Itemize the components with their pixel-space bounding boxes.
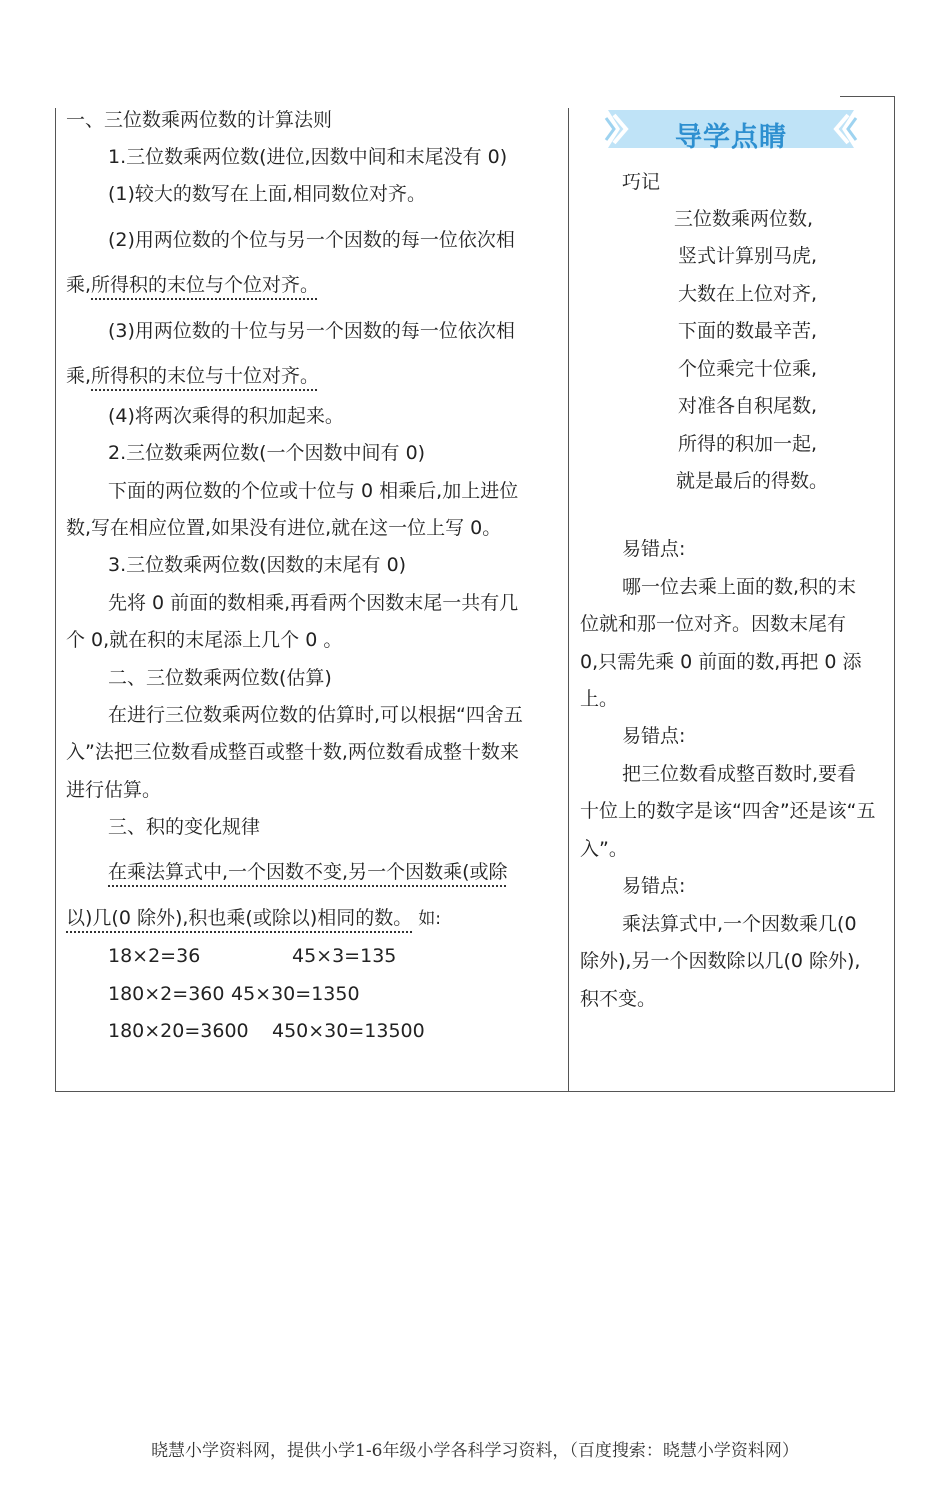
para-estimate-line-3: 进行估算。 xyxy=(66,779,162,801)
heading-estimate: 二、三位数乘两位数(估算) xyxy=(108,667,332,689)
rule-line-2-emphasis: 以)几(0 除外),积也乘(或除以)相同的数。 xyxy=(66,907,413,929)
frame-corner-top xyxy=(840,96,895,97)
pitfall-label-1: 易错点: xyxy=(622,538,686,560)
step-3: (3)用两位数的十位与另一个因数的每一位依次相 xyxy=(108,320,515,342)
equation-1a: 18×2=36 xyxy=(108,945,201,967)
equation-3a: 180×20=3600 xyxy=(108,1020,249,1042)
pitfall-2-line-3: 入”。 xyxy=(580,838,628,860)
para-2-line-2: 数,写在相应位置,如果没有进位,就在这一位上写 0。 xyxy=(66,517,502,539)
subheading-2: 2.三位数乘两位数(一个因数中间有 0) xyxy=(108,442,426,464)
pitfall-3-line-2: 除外),另一个因数除以几(0 除外), xyxy=(580,950,861,972)
heading-product-rule: 三、积的变化规律 xyxy=(108,816,261,838)
pitfall-2-line-1: 把三位数看成整百数时,要看 xyxy=(622,763,857,785)
pitfall-1-line-4: 上。 xyxy=(580,688,619,710)
step-3-emphasis: 所得积的末位与十位对齐。 xyxy=(91,365,320,387)
pitfall-1-line-1: 哪一位去乘上面的数,积的末 xyxy=(622,576,857,598)
mnemonic-line-7: 所得的积加一起, xyxy=(678,433,818,455)
step-2: (2)用两位数的个位与另一个因数的每一位依次相 xyxy=(108,229,515,251)
mnemonic-line-8: 就是最后的得数。 xyxy=(676,470,829,492)
rule-line-2-suffix: 如: xyxy=(418,909,441,929)
equation-2b: 45×30=1350 xyxy=(231,983,360,1005)
badge-title: 导学点睛 xyxy=(675,122,787,153)
step-3-cont-prefix: 乘, xyxy=(66,365,92,387)
step-3-cont xyxy=(66,363,319,389)
step-2-cont xyxy=(66,272,319,298)
para-2-line-1: 下面的两位数的个位或十位与 0 相乘后,加上进位 xyxy=(108,480,519,502)
mnemonic-line-5: 个位乘完十位乘, xyxy=(678,358,818,380)
rule-line-1: 在乘法算式中,一个因数不变,另一个因数乘(或除 xyxy=(108,861,508,883)
para-3-line-2: 个 0,就在积的末尾添上几个 0 。 xyxy=(66,629,343,651)
mnemonic-label: 巧记 xyxy=(622,171,661,193)
pitfall-1-line-2: 位就和那一位对齐。因数末尾有 xyxy=(580,613,847,635)
pitfall-1-line-3: 0,只需先乘 0 前面的数,再把 0 添 xyxy=(580,651,862,673)
para-estimate-line-1: 在进行三位数乘两位数的估算时,可以根据“四舍五 xyxy=(108,704,523,726)
rule-line-2 xyxy=(66,905,441,932)
mnemonic-line-4: 下面的数最辛苦, xyxy=(678,320,818,342)
equation-1b: 45×3=135 xyxy=(292,945,397,967)
para-estimate-line-2: 入”法把三位数看成整百或整十数,两位数看成整十数来 xyxy=(66,741,519,763)
heading-rules: 一、三位数乘两位数的计算法则 xyxy=(66,109,333,131)
pitfall-label-2: 易错点: xyxy=(622,725,686,747)
step-1: (1)较大的数写在上面,相同数位对齐。 xyxy=(108,183,426,205)
mnemonic-line-3: 大数在上位对齐, xyxy=(678,283,818,305)
pitfall-3-line-3: 积不变。 xyxy=(580,988,657,1010)
step-4: (4)将两次乘得的积加起来。 xyxy=(108,405,344,427)
mnemonic-line-2: 竖式计算别马虎, xyxy=(678,245,818,267)
para-3-line-1: 先将 0 前面的数相乘,再看两个因数末尾一共有几 xyxy=(108,592,519,614)
column-divider xyxy=(568,108,569,1092)
pitfall-3-line-1: 乘法算式中,一个因数乘几(0 xyxy=(622,913,857,935)
subheading-3: 3.三位数乘两位数(因数的末尾有 0) xyxy=(108,554,407,576)
frame-corner-side xyxy=(894,96,895,108)
guide-badge xyxy=(600,106,862,152)
step-2-cont-prefix: 乘, xyxy=(66,274,92,296)
mnemonic-line-1: 三位数乘两位数, xyxy=(674,208,814,230)
step-2-emphasis: 所得积的末位与个位对齐。 xyxy=(91,274,320,296)
equation-3b: 450×30=13500 xyxy=(272,1020,425,1042)
pitfall-label-3: 易错点: xyxy=(622,875,686,897)
footer-source: 晓慧小学资料网，提供小学1-6年级小学各科学习资料，（百度搜索：晓慧小学资料网） xyxy=(151,1441,799,1461)
subheading-1: 1.三位数乘两位数(进位,因数中间和末尾没有 0) xyxy=(108,146,508,168)
equation-2a: 180×2=360 xyxy=(108,983,225,1005)
mnemonic-line-6: 对准各自积尾数, xyxy=(678,395,818,417)
pitfall-2-line-2: 十位上的数字是该“四舍”还是该“五 xyxy=(580,800,876,822)
